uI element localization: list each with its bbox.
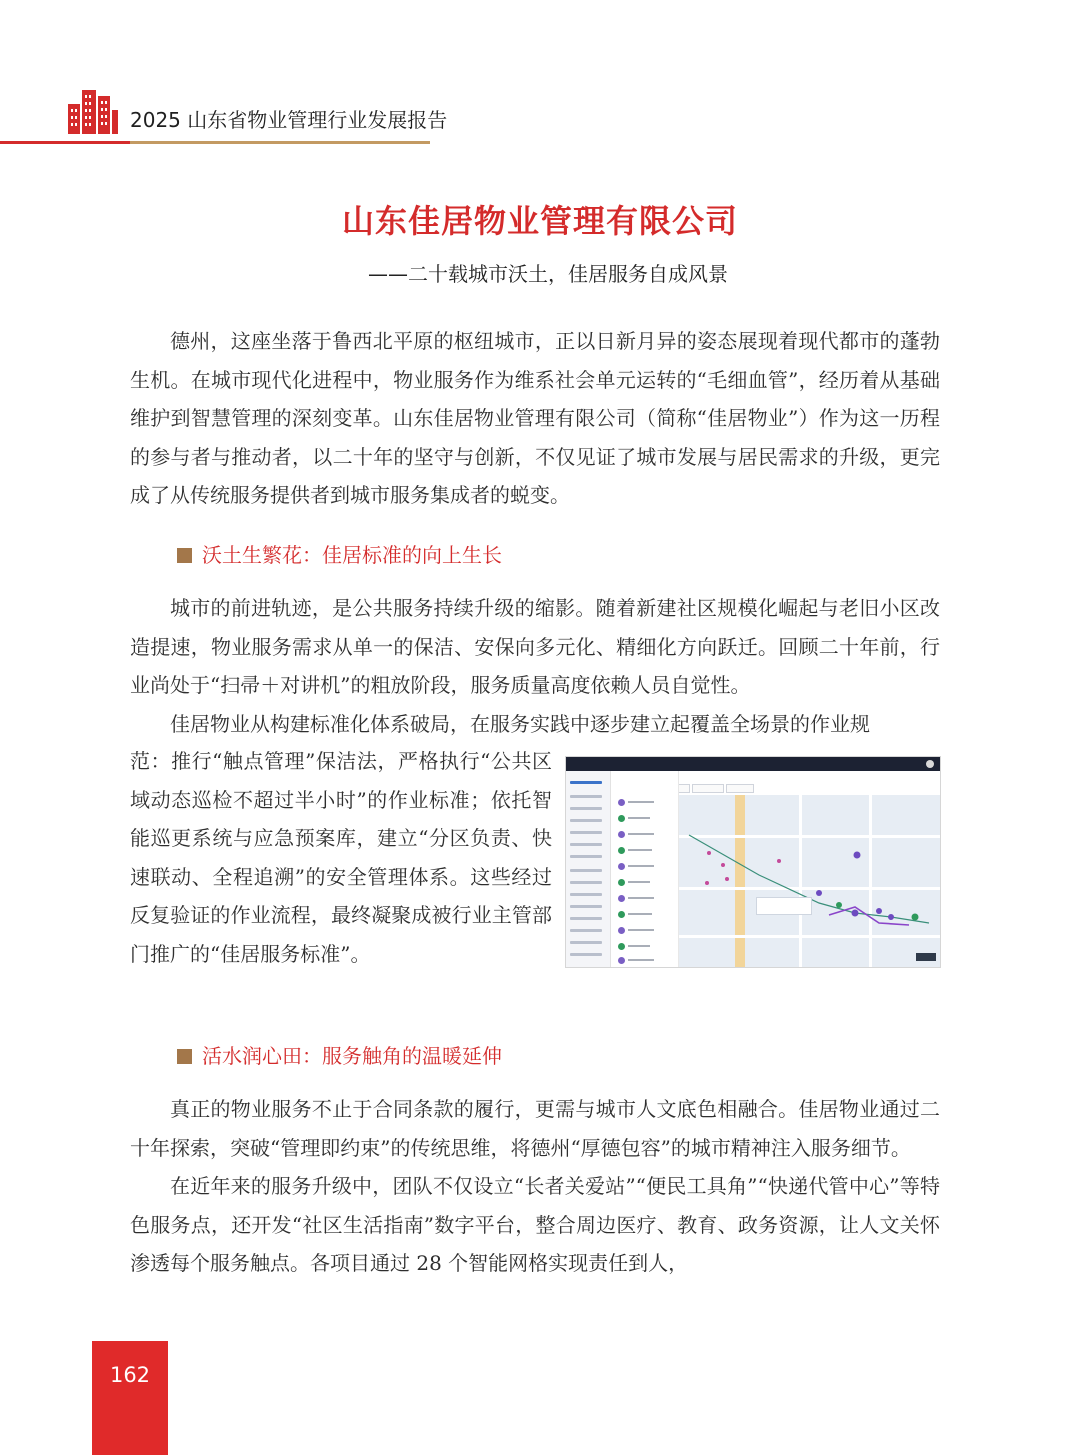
section2-text [130, 1090, 940, 1283]
intro-paragraph: 德州，这座坐落于鲁西北平原的枢纽城市，正以日新月异的姿态展现着现代都市的蓬勃生机。在城市现代化进程中，物业服务作为维系社会单元运转的“毛细血管”，经历着从基础维护到智慧管理的深刻变革。山东佳居物业管理有限公司（简称“佳居物业”）作为这一历程的参与者与推动者，以二十年的坚守与创新，不仅见证了城市发展与居民需求的升级，更完成了从传统服务提供者到城市服务集成者的蜕变。 [130, 329, 940, 507]
map-popup [756, 897, 812, 915]
patrol-system-screenshot [565, 756, 941, 968]
screenshot-filter [692, 784, 724, 793]
section1-text [130, 589, 940, 743]
intro-text [130, 322, 940, 515]
screenshot-filter [726, 784, 754, 793]
report-title: 2025 山东省物业管理行业发展报告 [130, 108, 448, 132]
section1-paragraph-1: 城市的前进轨迹，是公共服务持续升级的缩影。随着新建社区规模化崛起与老旧小区改造提速，物业服务需求从单一的保洁、安保向多元化、精细化方向跃迁。回顾二十年前，行业尚处于“扫帚＋对讲机”的粗放阶段，服务质量高度依赖人员自觉性。 [130, 596, 940, 697]
section2-paragraph-1: 真正的物业服务不止于合同条款的履行，更需与城市人文底色相融合。佳居物业通过二十年探索，突破“管理即约束”的传统思维，将德州“厚德包容”的城市精神注入服务细节。 [130, 1097, 940, 1160]
screenshot-map [679, 795, 940, 967]
avatar [926, 760, 934, 768]
square-bullet-icon [177, 1049, 192, 1064]
section-heading-2 [177, 1040, 502, 1069]
article-title: 山东佳居物业管理有限公司 [341, 202, 738, 240]
screenshot-topbar [566, 757, 940, 771]
section1-paragraph-2-lead: 佳居物业从构建标准化体系破局，在服务实践中逐步建立起覆盖全场景的作业规 [170, 711, 870, 736]
square-bullet-icon [177, 548, 192, 563]
building-logo-icon [66, 84, 120, 136]
article-subtitle: ——二十载城市沃土，佳居服务自成风景 [368, 262, 728, 286]
map-legend [916, 953, 936, 961]
section2-paragraph-2: 在近年来的服务升级中，团队不仅设立“长者关爱站”“便民工具角”“快递代管中心”等特色服务点，还开发“社区生活指南”数字平台，整合周边医疗、教育、政务资源，让人文关怀渗透每个服务触点。各项目通过 28 个智能网格实现责任到人， [130, 1174, 940, 1275]
page-number-box [92, 1341, 168, 1455]
section-heading-1 [177, 539, 502, 568]
patrol-route-overlay [679, 795, 940, 967]
section-heading-1-label: 沃土生繁花：佳居标准的向上生长 [202, 543, 502, 567]
page-number: 162 [109, 1363, 151, 1387]
screenshot-sidebar [566, 771, 611, 967]
section-heading-2-label: 活水润心田：服务触角的温暖延伸 [202, 1044, 502, 1068]
section1-wrapped-text: 范：推行“触点管理”保洁法，严格执行“公共区域动态巡检不超过半小时”的作业标准；依托智能巡更系统与应急预案库，建立“分区负责、快速联动、全程追溯”的安全管理体系。这些经过反复验证的作业流程，最终凝聚成被行业主管部门推广的“佳居服务标准”。 [130, 749, 552, 966]
header-rule-gold [130, 141, 430, 144]
screenshot-list-panel [612, 771, 679, 967]
header-rule-red [0, 141, 130, 144]
